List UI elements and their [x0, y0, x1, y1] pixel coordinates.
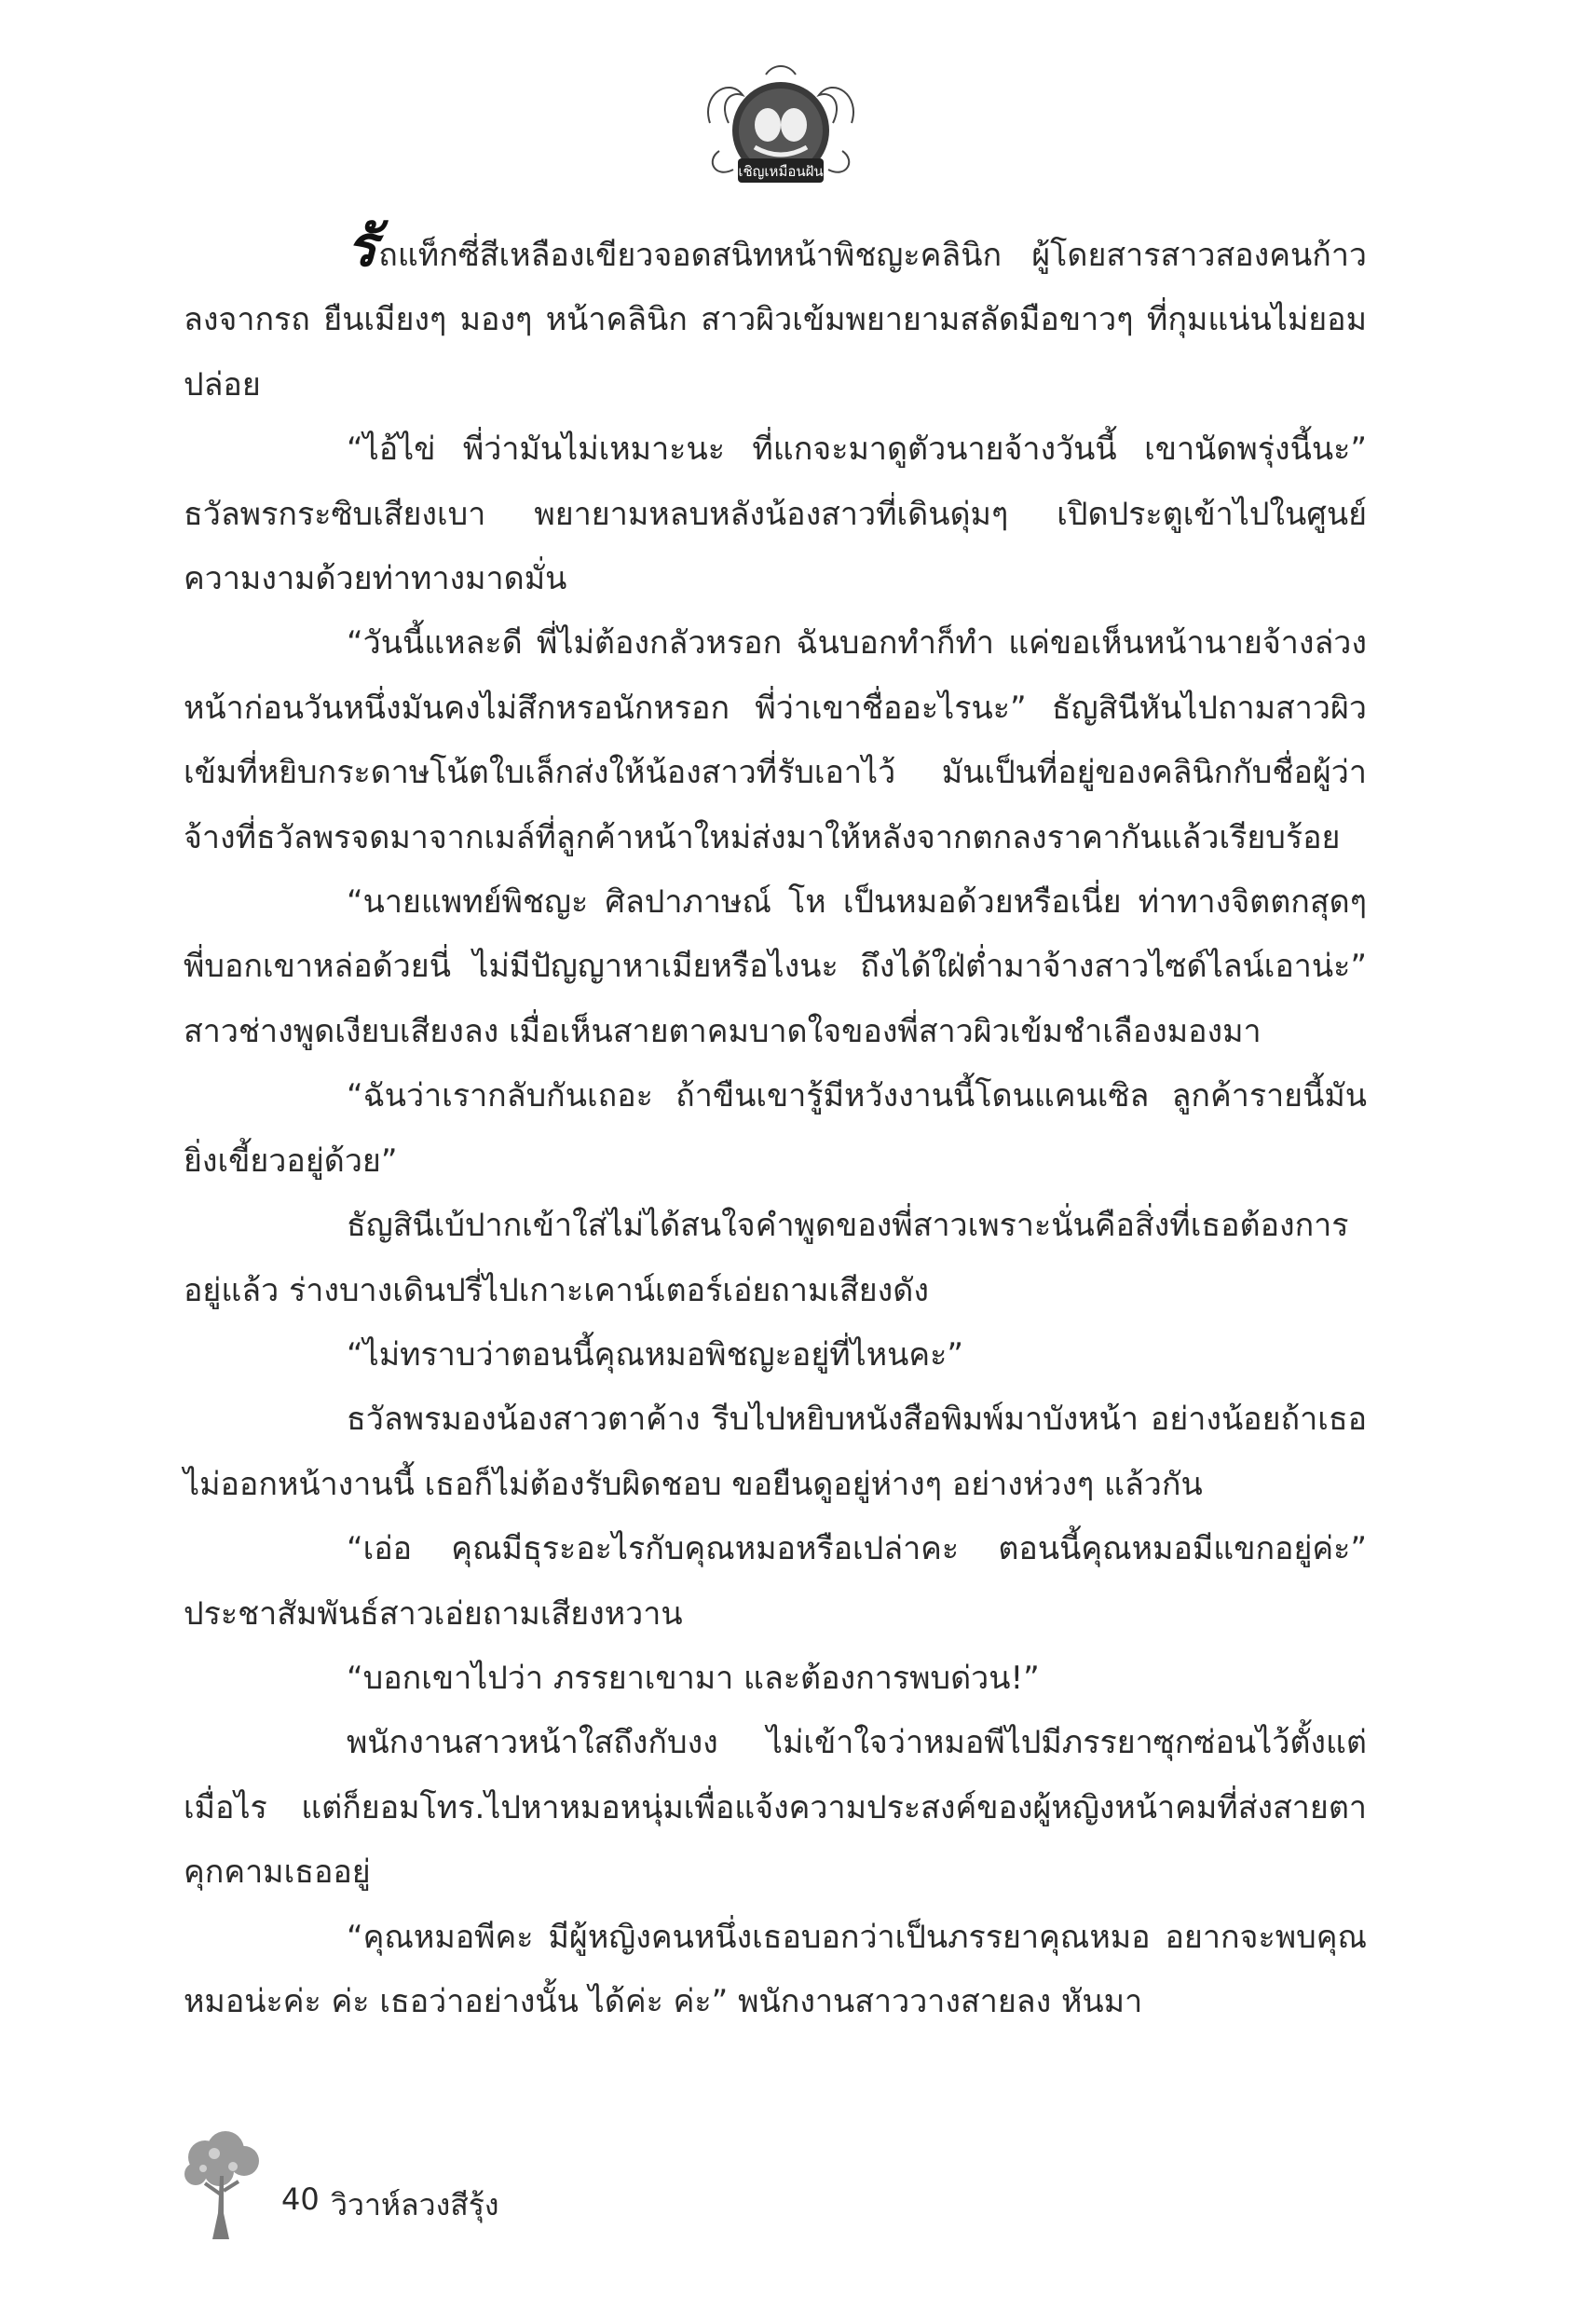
paragraph: “เอ่อ คุณมีธุระอะไรกับคุณหมอหรือเปล่าคะ ตอนนี้คุณหมอมีแขกอยู่ค่ะ” ประชาสัมพันธ์สาวเอ่ยถามเสียงหวาน	[184, 1530, 1367, 1633]
publisher-logo-icon	[701, 58, 861, 196]
paragraph: “คุณหมอพีคะ มีผู้หญิงคนหนึ่งเธอบอกว่าเป็นภรรยาคุณหมอ อยากจะพบคุณหมอน่ะค่ะ ค่ะ เธอว่าอย่างนั้น ได้ค่ะ ค่ะ” พนักงานสาววางสายลง หันมา	[184, 1918, 1367, 2020]
logo-text: เชิญเหมือนฝัน	[738, 163, 824, 180]
tree-icon	[177, 2129, 270, 2241]
book-title: วิวาห์ลวงสีรุ้ง	[331, 2187, 499, 2222]
paragraph: “ฉันว่าเรากลับกันเถอะ ถ้าขืนเขารู้มีหวังงานนี้โดนแคนเซิล ลูกค้ารายนี้มันยิ่งเขี้ยวอยู่ด้วย”	[184, 1077, 1367, 1180]
paragraph: ธวัลพรมองน้องสาวตาค้าง รีบไปหยิบหนังสือพิมพ์มาบังหน้า อย่างน้อยถ้าเธอไม่ออกหน้างานนี้ เธอก็ไม่ต้องรับผิดชอบ ขอยืนดูอยู่ห่างๆ อย่างห่วงๆ แล้วกัน	[184, 1401, 1367, 1503]
paragraph: “ไม่ทราบว่าตอนนี้คุณหมอพิชญะอยู่ที่ไหนคะ”	[347, 1335, 964, 1374]
paragraph: “นายแพทย์พิชญะ ศิลปาภาษณ์ โห เป็นหมอด้วยหรือเนี่ย ท่าทางจิตตกสุดๆ พี่บอกเขาหล่อด้วยนี่ ไม่มีปัญญาหาเมียหรือไงนะ ถึงได้ใฝ่ต่ำมาจ้างสาวไซด์ไลน์เอาน่ะ” สาวช่างพูดเงียบเสียงลง เมื่อเห็นสายตาคมบาดใจของพี่สาวผิวเข้มชำเลืองมองมา	[184, 883, 1367, 1050]
paragraph: “วันนี้แหละดี พี่ไม่ต้องกลัวหรอก ฉันบอกทำก็ทำ แค่ขอเห็นหน้านายจ้างล่วงหน้าก่อนวันหนึ่งมันคงไม่สึกหรอนักหรอก พี่ว่าเขาชื่ออะไรนะ” ธัญสินีหันไปถามสาวผิวเข้มที่หยิบกระดาษโน้ตใบเล็กส่งให้น้องสาวที่รับเอาไว้ มันเป็นที่อยู่ของคลินิกกับชื่อผู้ว่าจ้างที่ธวัลพรจดมาจากเมล์ที่ลูกค้าหน้าใหม่ส่งมาให้หลังจากตกลงราคากันแล้วเรียบร้อย	[184, 624, 1367, 856]
page-footer	[177, 2129, 736, 2241]
chapter-body	[184, 214, 1367, 2034]
paragraph: “บอกเขาไปว่า ภรรยาเขามา และต้องการพบด่วน!”	[347, 1659, 1040, 1697]
drop-cap: รั	[347, 214, 377, 280]
paragraph: “ไอ้ไข่ พี่ว่ามันไม่เหมาะนะ ที่แกจะมาดูตัวนายจ้างวันนี้ เขานัดพรุ่งนี้นะ” ธวัลพรกระซิบเสียงเบา พยายามหลบหลังน้องสาวที่เดินดุ่มๆ เปิดประตูเข้าไปในศูนย์ความงามด้วยท่าทางมาดมั่น	[184, 431, 1367, 598]
paragraph: รัถแท็กซี่สีเหลืองเขียวจอดสนิทหน้าพิชญะคลินิก ผู้โดยสารสาวสองคนก้าวลงจากรถ ยืนเมียงๆ มองๆ หน้าคลินิก สาวผิวเข้มพยายามสลัดมือขาวๆ ที่กุมแน่นไม่ยอมปล่อย	[184, 214, 1367, 403]
paragraph: พนักงานสาวหน้าใสถึงกับงง ไม่เข้าใจว่าหมอพีไปมีภรรยาซุกซ่อนไว้ตั้งแต่เมื่อไร แต่ก็ยอมโทร.ไปหาหมอหนุ่มเพื่อแจ้งความประสงค์ของผู้หญิงหน้าคมที่ส่งสายตาคุกคามเธออยู่	[184, 1724, 1367, 1892]
paragraph: ธัญสินีเบ้ปากเข้าใส่ไม่ได้สนใจคำพูดของพี่สาวเพราะนั่นคือสิ่งที่เธอต้องการอยู่แล้ว ร่างบางเดินปรี่ไปเกาะเคาน์เตอร์เอ่ยถามเสียงดัง	[184, 1207, 1349, 1309]
page-number: 40	[281, 2181, 320, 2217]
